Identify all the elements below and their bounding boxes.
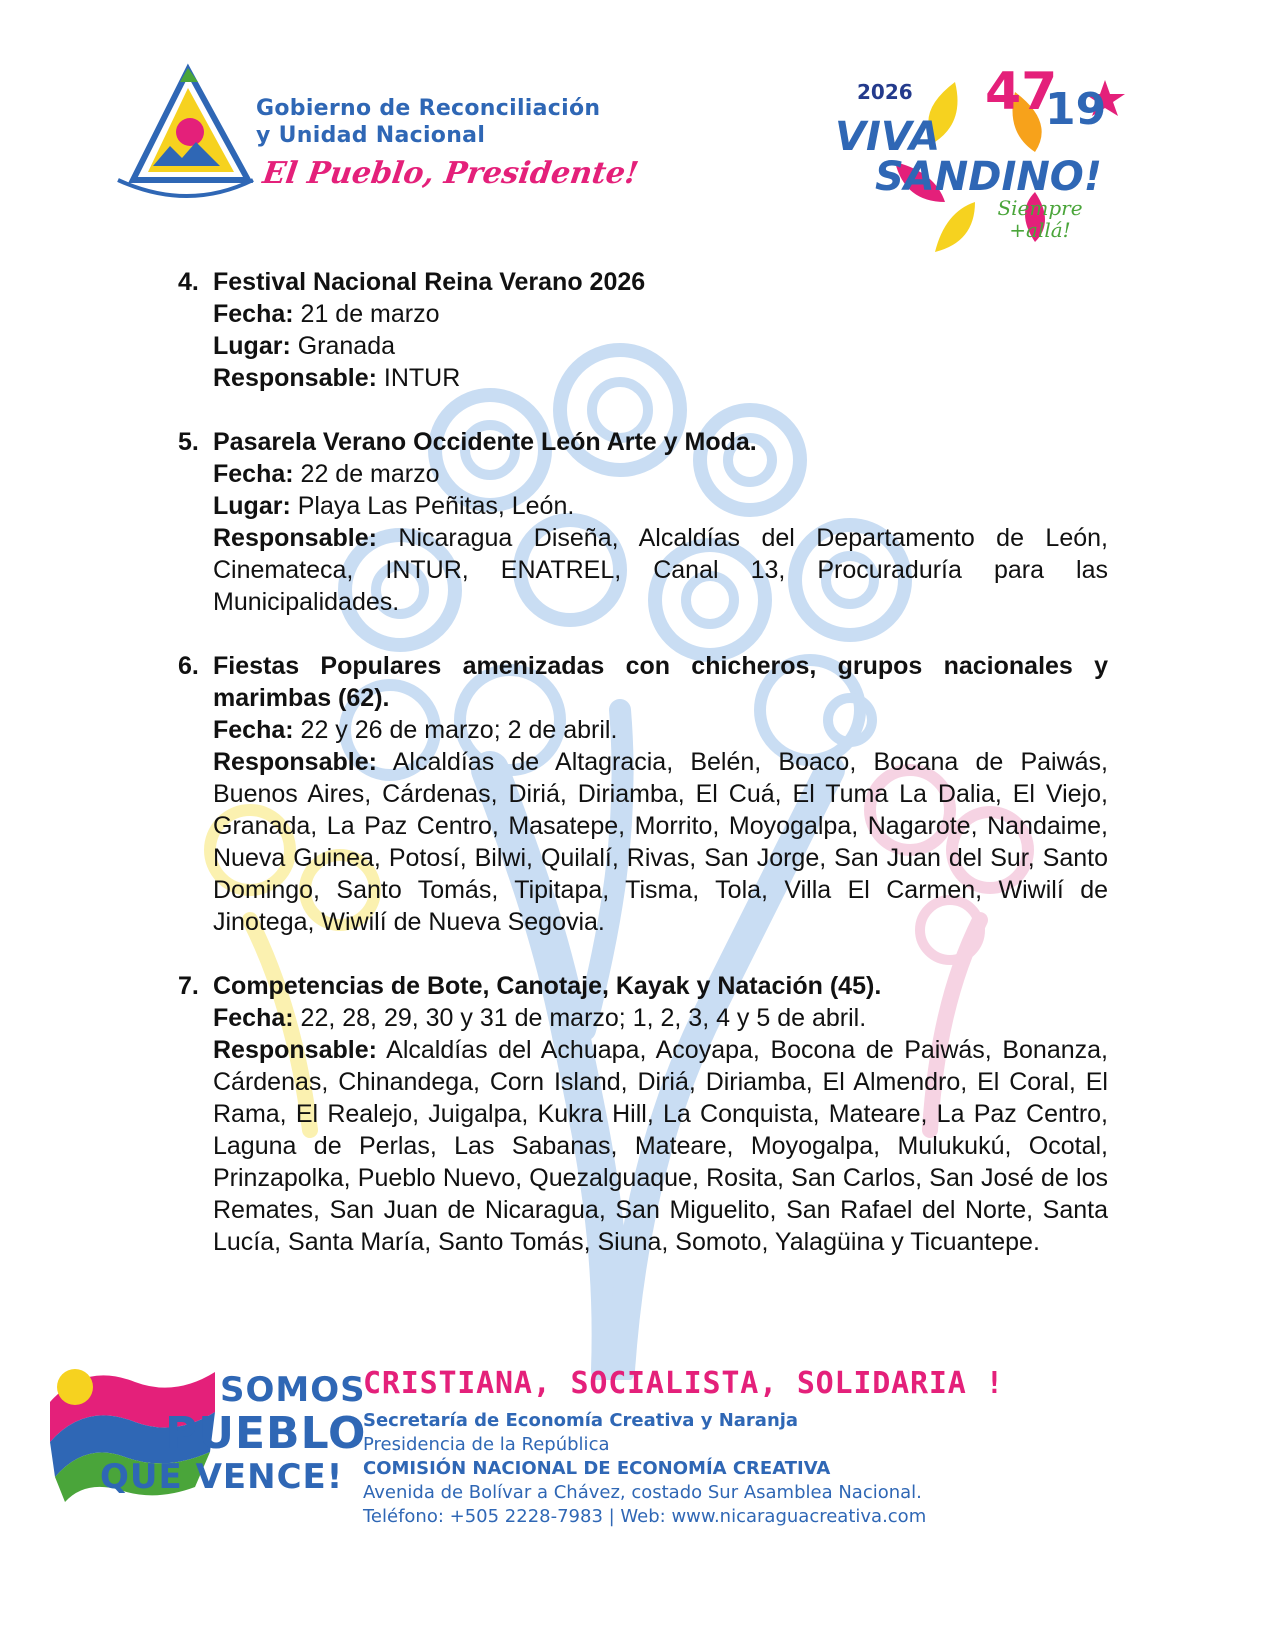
item-number: 6.	[178, 652, 199, 680]
fecha-value: 22, 28, 29, 30 y 31 de marzo; 1, 2, 3, 4 y 5 de abril.	[293, 1004, 867, 1032]
viva-tagline-2: +allá!	[1009, 218, 1071, 242]
viva-number-19: 19	[1045, 84, 1107, 135]
event-list	[178, 266, 1108, 1290]
lugar-value: Playa Las Peñitas, León.	[290, 492, 575, 520]
fecha-label: Fecha:	[213, 1004, 294, 1032]
responsable-value: Nicaragua Diseña, Alcaldías del Departamento de León, Cinemateca, INTUR, ENATREL, Canal 13, Procuraduría para las Municipalidades.	[213, 524, 1108, 616]
footer-secretaria: Secretaría de Economía Creativa y Naranja	[363, 1410, 799, 1431]
footer-presidencia: Presidencia de la República	[363, 1434, 610, 1455]
list-item	[178, 970, 1108, 1258]
nicaragua-triangle-icon	[108, 62, 258, 207]
item-title: Pasarela Verano Occidente León Arte y Moda.	[213, 428, 757, 456]
fecha-value: 22 de marzo	[293, 460, 440, 488]
viva-sandino-logo	[835, 62, 1135, 262]
lugar-label: Lugar:	[213, 332, 291, 360]
viva-number-47: 47	[985, 62, 1058, 122]
footer-logo-line1: SOMOS	[220, 1370, 366, 1410]
viva-tagline-1: Siempre	[997, 196, 1083, 220]
list-item	[178, 426, 1108, 618]
lugar-label: Lugar:	[213, 492, 291, 520]
somos-pueblo-logo	[45, 1362, 367, 1507]
viva-tagline	[985, 197, 1095, 241]
lugar-value: Granada	[290, 332, 396, 360]
fecha-value: 22 y 26 de marzo; 2 de abril.	[293, 716, 618, 744]
item-title: Competencias de Bote, Canotaje, Kayak y Natación (45).	[213, 972, 882, 1000]
responsable-label: Responsable:	[213, 748, 377, 776]
footer-comision: COMISIÓN NACIONAL DE ECONOMÍA CREATIVA	[363, 1458, 831, 1479]
fecha-label: Fecha:	[213, 300, 294, 328]
fecha-label: Fecha:	[213, 716, 294, 744]
fecha-value: 21 de marzo	[293, 300, 440, 328]
footer-address: Avenida de Bolívar a Chávez, costado Sur Asamblea Nacional.	[363, 1482, 922, 1503]
item-title: Festival Nacional Reina Verano 2026	[213, 268, 646, 296]
footer-logo-line2: PUEBLO	[165, 1408, 367, 1459]
sandino-word: SANDINO!	[875, 154, 1103, 200]
viva-word: VIVA	[835, 114, 941, 160]
responsable-label: Responsable:	[213, 524, 377, 552]
gov-name-line1: Gobierno de Reconciliación	[256, 96, 601, 121]
responsable-value: Alcaldías de Altagracia, Belén, Boaco, Bocana de Paiwás, Buenos Aires, Cárdenas, Diriá, Diriamba, El Cuá, El Tuma La Dalia, El Viejo, Granada, La Paz Centro, Masatepe, Morrito, Moyogalpa, Nagarote, Nandaime, Nueva Guinea, Potosí, Bilwi, Quilalí, Rivas, San Jorge, San Juan del Sur, Santo Domingo, Santo Tomás, Tipitapa, Tisma, Tola, Villa El Carmen, Wiwilí de Jinotega, Wiwilí de Nueva Segovia.	[213, 748, 1108, 936]
government-logo	[108, 62, 668, 212]
list-item	[178, 650, 1108, 938]
item-title: Fiestas Populares amenizadas con chicheros, grupos nacionales y marimbas (62).	[213, 652, 1108, 712]
gov-name-line2: y Unidad Nacional	[256, 123, 486, 148]
footer-logo-line3: QUE VENCE!	[100, 1457, 344, 1497]
footer-contact	[363, 1366, 1143, 1529]
responsable-value: INTUR	[376, 364, 461, 392]
item-number: 5.	[178, 428, 199, 456]
item-number: 4.	[178, 268, 199, 296]
footer-phone-web: Teléfono: +505 2228-7983 | Web: www.nicaraguacreativa.com	[363, 1506, 927, 1527]
responsable-value: Alcaldías del Achuapa, Acoyapa, Bocona de Paiwás, Bonanza, Cárdenas, Chinandega, Corn Island, Diriá, Diriamba, El Almendro, El Coral, El Rama, El Realejo, Juigalpa, Kukra Hill, La Conquista, Mateare, La Paz Centro, Laguna de Perlas, Las Sabanas, Mateare, Moyogalpa, Mulukukú, Ocotal, Prinzapolka, Pueblo Nuevo, Quezalguaque, Rosita, San Carlos, San José de los Remates, San Juan de Nicaragua, San Miguelito, San Rafael del Norte, Santa Lucía, Santa María, Santo Tomás, Siuna, Somoto, Yalagüina y Ticuantepe.	[213, 1036, 1108, 1256]
gov-tagline: El Pueblo, Presidente!	[260, 156, 641, 191]
responsable-label: Responsable:	[213, 1036, 377, 1064]
viva-year: 2026	[857, 80, 913, 104]
list-item	[178, 266, 1108, 394]
fecha-label: Fecha:	[213, 460, 294, 488]
responsable-label: Responsable:	[213, 364, 377, 392]
footer-slogan: CRISTIANA, SOCIALISTA, SOLIDARIA !	[363, 1366, 1005, 1401]
item-number: 7.	[178, 972, 199, 1000]
